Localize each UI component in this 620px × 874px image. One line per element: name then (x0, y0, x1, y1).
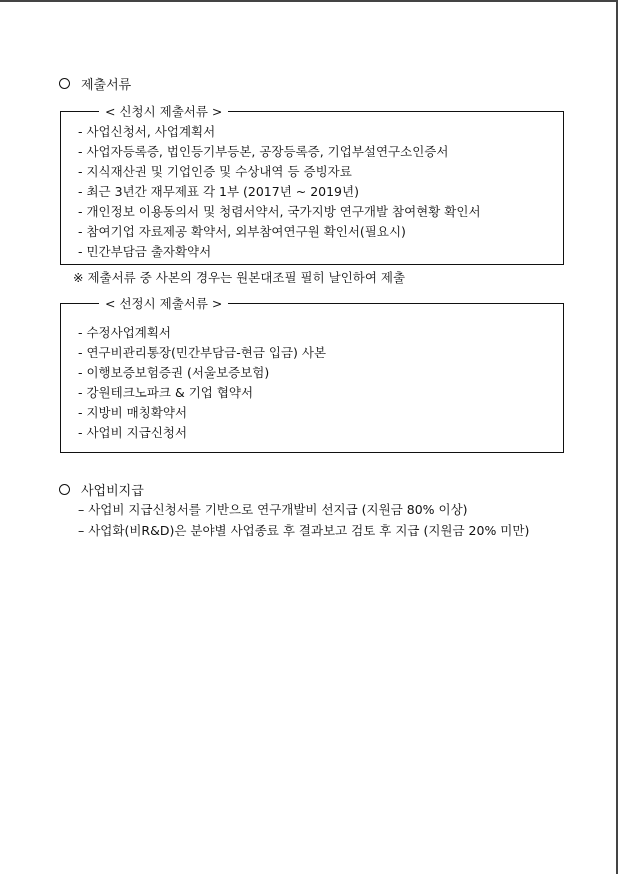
box-title: < 선정시 제출서류 > (99, 295, 228, 313)
list-item: - 사업신청서, 사업계획서 (78, 124, 216, 139)
list-item: - 강원테크노파크 & 기업 협약서 (78, 385, 254, 400)
section-heading-label: 사업비지급 (81, 484, 144, 499)
box-title: < 신청시 제출서류 > (99, 103, 228, 121)
circle-bullet-icon (59, 484, 70, 495)
section-heading-documents (59, 74, 131, 93)
list-item: - 최근 3년간 재무제표 각 1부 (2017년 ~ 2019년) (78, 184, 359, 199)
list-item: - 지방비 매칭확약서 (78, 405, 188, 420)
list-item: - 사업비 지급신청서 (78, 425, 188, 440)
list-item: - 사업자등록증, 법인등기부등본, 공장등록증, 기업부설연구소인증서 (78, 144, 449, 159)
list-item: - 이행보증보험증권 (서울보증보험) (78, 365, 270, 380)
section-heading-label: 제출서류 (81, 78, 132, 93)
list-item: - 수정사업계획서 (78, 325, 172, 340)
list-item: - 참여기업 자료제공 확약서, 외부참여연구원 확인서(필요시) (78, 224, 406, 239)
list-item: - 연구비관리통장(민간부담금-현금 입금) 사본 (78, 345, 327, 360)
application-documents-box (60, 104, 564, 265)
section-heading-payment (59, 480, 144, 499)
list-item: - 민간부담금 출자확약서 (78, 244, 212, 259)
selection-documents-box (60, 296, 564, 453)
payment-item: – 사업비 지급신청서를 기반으로 연구개발비 선지급 (지원금 80% 이상) (78, 502, 468, 517)
submission-note: ※ 제출서류 중 사본의 경우는 원본대조필 필히 날인하여 제출 (73, 270, 406, 285)
list-item: - 개인정보 이용동의서 및 청렴서약서, 국가지방 연구개발 참여현황 확인서 (78, 204, 481, 219)
payment-item: – 사업화(비R&D)은 분야별 사업종료 후 결과보고 검토 후 지급 (지원금 20% 미만) (78, 523, 530, 538)
list-item: - 지식재산권 및 기업인증 및 수상내역 등 증빙자료 (78, 164, 352, 179)
circle-bullet-icon (59, 78, 70, 89)
